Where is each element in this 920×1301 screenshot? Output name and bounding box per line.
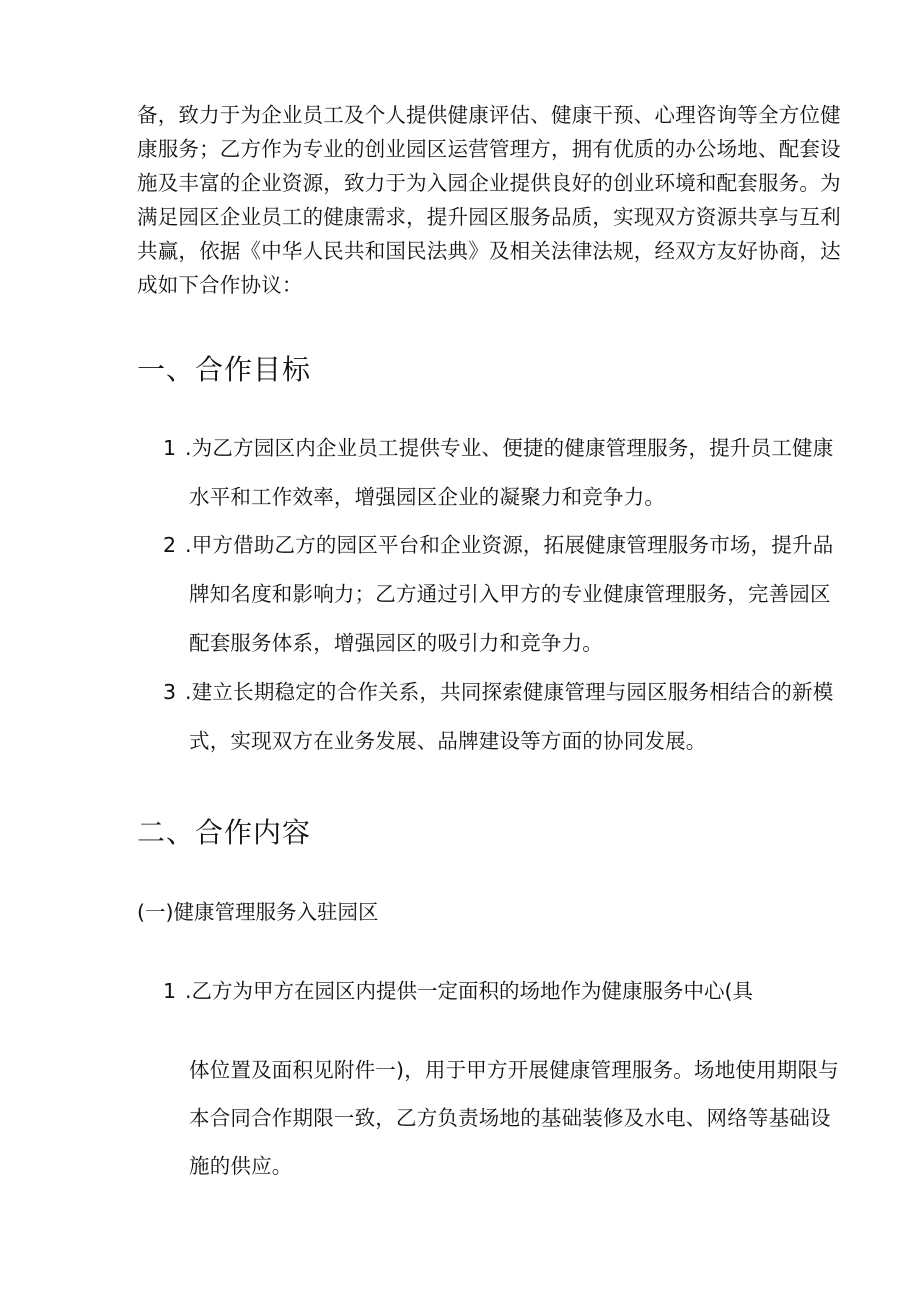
content-line: 本合同合作期限一致，乙方负责场地的基础装修及水电、网络等基础设 xyxy=(189,1106,831,1130)
item-text: .建立长期稳定的合作关系，共同探索健康管理与园区服务相结合的新模 xyxy=(185,680,834,704)
content-item-1-first-line xyxy=(163,976,753,1006)
item-text: .为乙方园区内企业员工提供专业、便捷的健康管理服务，提升员工健康 xyxy=(185,436,834,460)
goal-item-line xyxy=(163,668,834,717)
intro-line: 满足园区企业员工的健康需求，提升园区服务品质，实现双方资源共享与互利 xyxy=(137,205,841,229)
goal-item-2 xyxy=(163,521,834,668)
item-number: 1 xyxy=(163,979,177,1003)
intro-line: 成如下合作协议： xyxy=(137,273,303,297)
goal-item-line: 配套服务体系，增强园区的吸引力和竞争力。 xyxy=(189,631,603,655)
content-item-1-continuation xyxy=(189,1046,839,1190)
goal-item-3 xyxy=(163,668,834,766)
item-text: .乙方为甲方在园区内提供一定面积的场地作为健康服务中心(具 xyxy=(185,979,754,1003)
section-heading-goals: 一、合作目标 xyxy=(137,353,312,386)
goal-item-1 xyxy=(163,424,834,522)
intro-paragraph xyxy=(137,98,841,302)
content-line: 体位置及面积见附件一)，用于甲方开展健康管理服务。场地使用期限与 xyxy=(189,1058,839,1082)
goal-item-line: 水平和工作效率，增强园区企业的凝聚力和竞争力。 xyxy=(189,485,666,509)
item-number: 2 xyxy=(163,533,177,557)
content-line: 施的供应。 xyxy=(189,1154,293,1178)
item-number: 3 xyxy=(163,680,177,704)
goal-item-line xyxy=(163,424,834,473)
goal-item-line: 牌知名度和影响力；乙方通过引入甲方的专业健康管理服务，完善园区 xyxy=(189,582,831,606)
section-heading-content: 二、合作内容 xyxy=(137,816,312,849)
intro-line: 康服务；乙方作为专业的创业园区运营管理方，拥有优质的办公场地、配套设 xyxy=(137,137,841,161)
intro-line: 施及丰富的企业资源，致力于为入园企业提供良好的创业环境和配套服务。为 xyxy=(137,171,841,195)
subsection-heading: (一)健康管理服务入驻园区 xyxy=(137,900,379,924)
item-number: 1 xyxy=(163,436,177,460)
intro-line: 共赢，依据《中华人民共和国民法典》及相关法律法规，经双方友好协商，达 xyxy=(137,239,841,263)
intro-line: 备，致力于为企业员工及个人提供健康评估、健康干预、心理咨询等全方位健 xyxy=(137,103,841,127)
goal-item-line xyxy=(163,521,834,570)
item-text: .甲方借助乙方的园区平台和企业资源，拓展健康管理服务市场，提升品 xyxy=(185,533,834,557)
goal-item-line: 式，实现双方在业务发展、品牌建设等方面的协同发展。 xyxy=(189,729,707,753)
